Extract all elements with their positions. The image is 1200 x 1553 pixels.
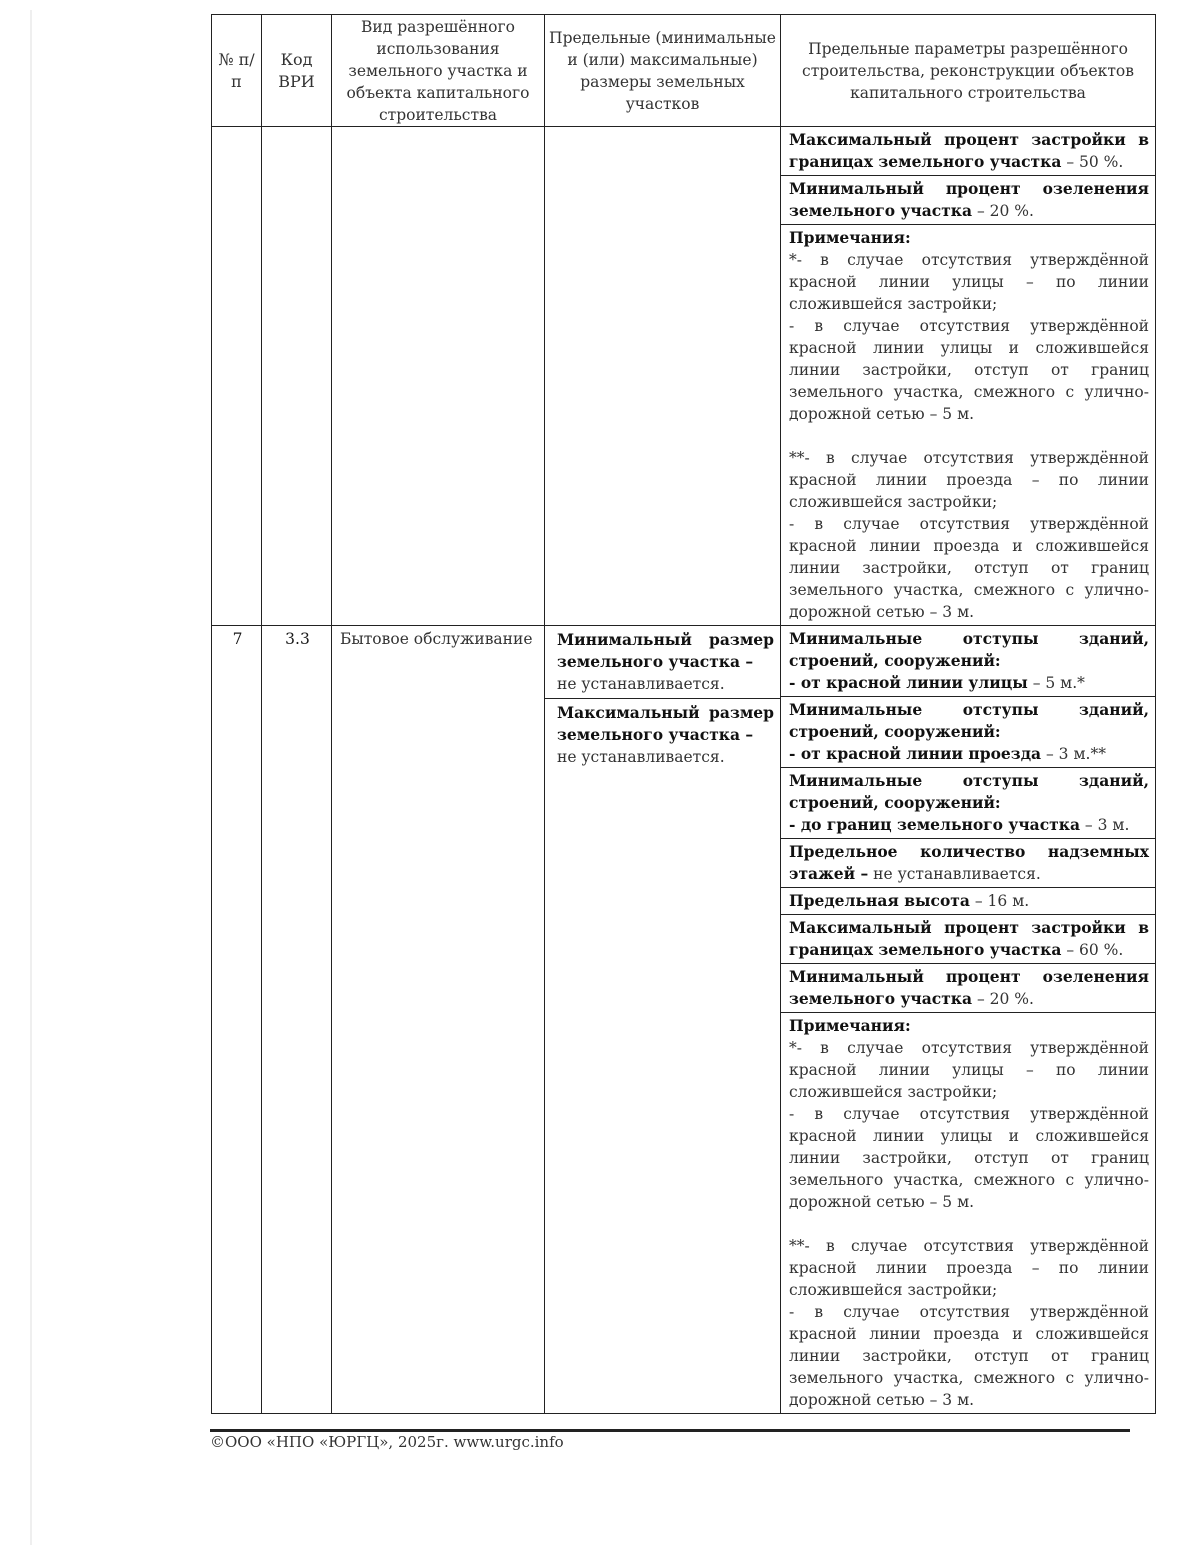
notes-gap: [789, 1213, 1149, 1235]
sizes-cell: [545, 626, 781, 1414]
note-street-2: - в случае отсутствия утверждённой красной линии улицы и сложившейся линии застройки, отступ от границ земельного участка, смежного с улично-дорожной сетью – 5 м.: [789, 1105, 1149, 1211]
param-max-build-percent: Максимальный процент застройки в границах земельного участка – 60 %.: [781, 914, 1155, 963]
num-cell-empty: [212, 127, 262, 626]
note-passage-1: **- в случае отсутствия утверждённой красной линии проезда – по линии сложившейся застройки;: [789, 1237, 1149, 1299]
header-code: Код ВРИ: [262, 15, 332, 127]
param-height: Предельная высота – 16 м.: [781, 887, 1155, 914]
header-plot-sizes: Предельные (минимальные и (или) максимальные) размеры земельных участков: [545, 15, 781, 127]
notes-title: Примечания:: [789, 1016, 911, 1035]
note-passage-2: - в случае отсутствия утверждённой красной линии проезда и сложившейся линии застройки, отступ от границ земельного участка, смежного с улично-дорожной сетью – 3 м.: [789, 515, 1149, 621]
param-min-green-percent: Минимальный процент озеленения земельного участка – 20 %.: [781, 963, 1155, 1012]
param-max-build-percent: Максимальный процент застройки в границах земельного участка – 50 %.: [789, 130, 1149, 171]
note-street-1: *- в случае отсутствия утверждённой красной линии улицы – по линии сложившейся застройки;: [789, 1039, 1149, 1101]
header-num: № п/п: [212, 15, 262, 127]
header-params: Предельные параметры разрешённого строительства, реконструкции объектов капитального строительства: [781, 15, 1156, 127]
notes-block: [781, 1012, 1155, 1413]
param-min-green-percent: Минимальный процент озеленения земельного участка – 20 %.: [781, 175, 1155, 224]
table-header-row: [212, 15, 1156, 127]
params-cell: [781, 626, 1156, 1414]
vri-table: [211, 14, 1156, 1414]
use-type-cell: Бытовое обслуживание: [332, 626, 545, 1414]
sizes-cell-empty: [545, 127, 781, 626]
size-min: Минимальный размер земельного участка – не устанавливается.: [557, 630, 774, 693]
header-use-type: Вид разрешённого использования земельного участка и объекта капитального строительства: [332, 15, 545, 127]
footer-rule: [210, 1429, 1130, 1432]
scan-edge: [30, 10, 32, 1545]
note-street-1: *- в случае отсутствия утверждённой красной линии улицы – по линии сложившейся застройки;: [789, 251, 1149, 313]
table-row-7: [212, 626, 1156, 1414]
param-setback-boundary: Минимальные отступы зданий, строений, сооружений: - до границ земельного участка – 3 м.: [781, 767, 1155, 838]
use-type-cell-empty: [332, 127, 545, 626]
note-passage-2: - в случае отсутствия утверждённой красной линии проезда и сложившейся линии застройки, отступ от границ земельного участка, смежного с улично-дорожной сетью – 3 м.: [789, 1303, 1149, 1409]
table-row-continued: [212, 127, 1156, 626]
notes-gap: [789, 425, 1149, 447]
param-floors: Предельное количество надземных этажей – не устанавливается.: [781, 838, 1155, 887]
notes-title: Примечания:: [789, 228, 911, 247]
param-setback-street: Минимальные отступы зданий, строений, сооружений: - от красной линии улицы – 5 м.*: [789, 629, 1149, 692]
num-cell: 7: [212, 626, 262, 1414]
note-street-2: - в случае отсутствия утверждённой красной линии улицы и сложившейся линии застройки, отступ от границ земельного участка, смежного с улично-дорожной сетью – 5 м.: [789, 317, 1149, 423]
size-max: Максимальный размер земельного участка – не устанавливается.: [545, 698, 780, 771]
code-cell-empty: [262, 127, 332, 626]
params-cell: [781, 127, 1156, 626]
param-setback-passage: Минимальные отступы зданий, строений, сооружений: - от красной линии проезда – 3 м.**: [781, 696, 1155, 767]
footer-copyright: ©ООО «НПО «ЮРГЦ», 2025г. www.urgc.info: [210, 1433, 564, 1451]
code-cell: 3.3: [262, 626, 332, 1414]
note-passage-1: **- в случае отсутствия утверждённой красной линии проезда – по линии сложившейся застройки;: [789, 449, 1149, 511]
notes-block: [781, 224, 1155, 625]
